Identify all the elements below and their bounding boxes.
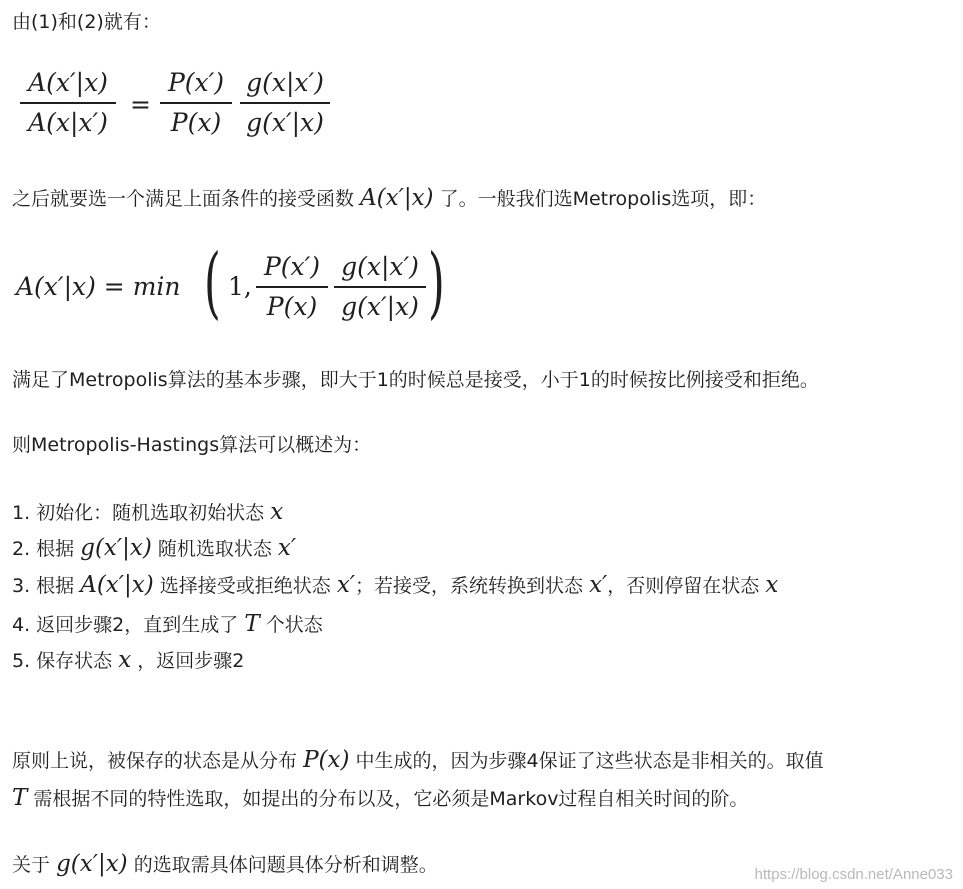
list-item-step-3	[12, 571, 778, 600]
paragraph-mh-summary: 则Metropolis-Hastings算法可以概述为：	[12, 434, 372, 456]
fraction-bar	[20, 102, 116, 104]
step2-math-1: g(x′|x)	[80, 535, 152, 561]
eq1-fraction-g	[240, 66, 330, 140]
eq2-p-denominator: P(x)	[266, 291, 318, 321]
step3-text: 3. 根据	[12, 575, 75, 597]
step3-text-2: 选择接受或拒绝状态	[159, 575, 331, 597]
eq2-lhs: A(x′|x) = min	[16, 272, 181, 301]
fraction-bar	[334, 286, 426, 288]
eq1-lhs-denominator: A(x|x′)	[28, 107, 108, 137]
para4-line-2	[12, 784, 748, 813]
eq1-g-numerator: g(x|x′)	[246, 68, 324, 97]
step4-text: 4. 返回步骤2，直到生成了	[12, 614, 239, 636]
step4-text-2: 个状态	[265, 614, 323, 636]
para1-text-after: 了。一般我们选Metropolis选项，即：	[439, 188, 767, 210]
eq2-open-paren: (	[204, 238, 221, 328]
eq2-p-numerator: P(x′)	[263, 252, 321, 281]
eq1-p-denominator: P(x)	[170, 107, 222, 137]
para4-text-2: 中生成的，因为步骤4保证了这些状态是非相关的。取值	[355, 750, 824, 772]
eq1-g-denominator: g(x′|x)	[246, 107, 324, 137]
fraction-bar	[256, 286, 328, 288]
step3-text-3: ；若接受，系统转换到状态	[355, 575, 584, 597]
para5-text-2: 的选取需具体问题具体分析和调整。	[133, 854, 438, 876]
eq2-fraction-p	[256, 250, 328, 324]
step1-text: 1. 初始化：随机选取初始状态	[12, 502, 265, 524]
list-item-step-4	[12, 610, 323, 639]
step3-math-2: x′	[336, 572, 356, 598]
step2-text-2: 随机选取状态	[157, 538, 272, 560]
step4-math: T	[244, 611, 260, 637]
intro-text: 由(1)和(2)就有：	[12, 11, 161, 33]
eq2-fraction-g	[334, 250, 426, 324]
step5-text: 5. 保存状态	[12, 650, 113, 672]
step3-math-3: x′	[589, 572, 608, 598]
para1-text-before: 之后就要选一个满足上面条件的接受函数	[12, 188, 355, 210]
eq1-fraction-p	[160, 66, 232, 140]
eq2-one: 1,	[228, 272, 252, 301]
para4-text-1: 原则上说，被保存的状态是从分布	[12, 750, 298, 772]
list-item-step-5	[12, 646, 244, 675]
paragraph-acceptance-function	[12, 184, 766, 213]
step5-math: x	[118, 647, 132, 673]
list-item-step-1	[12, 498, 283, 527]
para4-math-1: P(x)	[303, 747, 350, 773]
eq2-close-paren: )	[428, 238, 445, 328]
eq2-g-numerator: g(x|x′)	[341, 252, 419, 281]
eq2-g-denominator: g(x′|x)	[341, 291, 419, 321]
paragraph-proposal-choice	[12, 850, 438, 879]
para4-math-2: T	[12, 785, 28, 811]
step3-math-4: x	[765, 572, 779, 598]
eq1-lhs-fraction	[20, 66, 116, 140]
step3-math-1: A(x′|x)	[80, 572, 154, 598]
eq1-p-numerator: P(x′)	[167, 68, 225, 97]
eq1-lhs-numerator: A(x′|x)	[28, 68, 108, 97]
para4-line-1	[12, 746, 824, 775]
para5-text-1: 关于	[12, 854, 51, 876]
fraction-bar	[160, 102, 232, 104]
para1-math: A(x′|x)	[360, 185, 434, 211]
eq1-equals: =	[130, 90, 151, 119]
para5-math: g(x′|x)	[56, 851, 128, 877]
fraction-bar	[240, 102, 330, 104]
step1-math: x	[270, 499, 284, 525]
paragraph-metropolis-rule: 满足了Metropolis算法的基本步骤，即大于1的时候总是接受，小于1的时候按比例接受和拒绝。	[12, 369, 819, 391]
list-item-step-2	[12, 534, 296, 563]
step2-math-2: x′	[277, 535, 297, 561]
para4-text-3: 需根据不同的特性选取，如提出的分布以及，它必须是Markov过程自相关时间的阶。	[33, 788, 749, 810]
watermark-url: https://blog.csdn.net/Anne033	[754, 866, 953, 883]
step5-text-2: ，返回步骤2	[137, 650, 245, 672]
step3-text-4: ，否则停留在状态	[607, 575, 760, 597]
step2-text: 2. 根据	[12, 538, 75, 560]
